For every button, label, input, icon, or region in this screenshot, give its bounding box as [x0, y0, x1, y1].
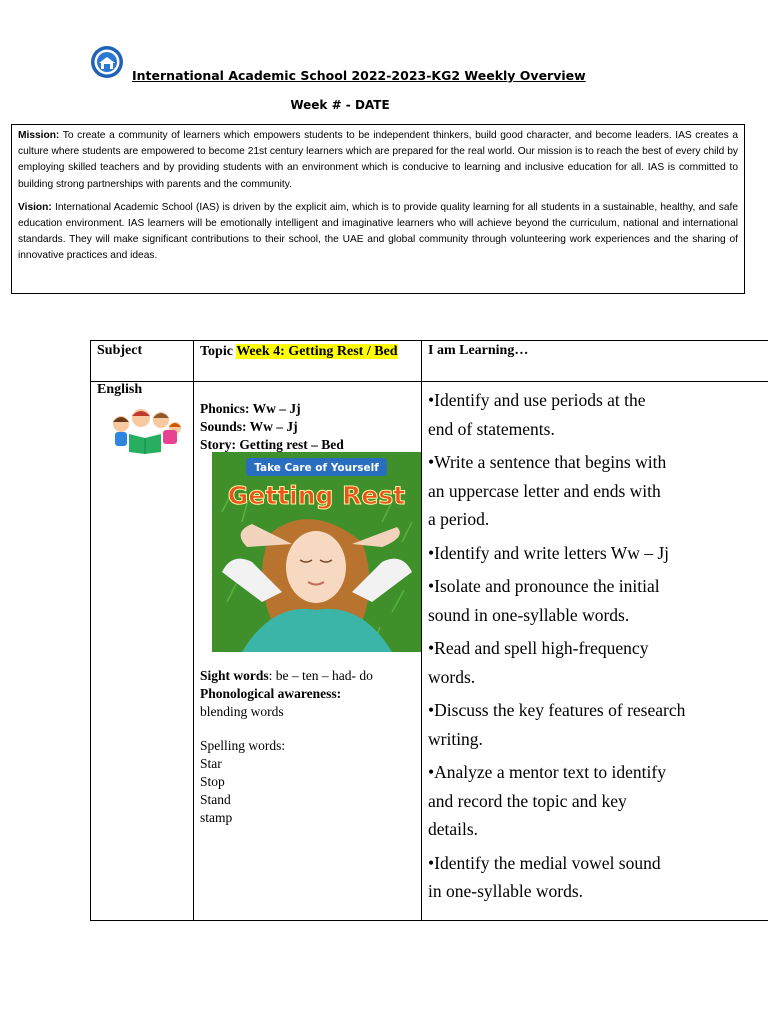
learning-header: I am Learning…	[422, 341, 768, 382]
spelling-words-label: Spelling words:	[200, 738, 286, 753]
story-line: Story: Getting rest – Bed	[200, 437, 344, 452]
english-topic-cell	[194, 382, 422, 921]
phonological-awareness-value: blending words	[200, 704, 284, 719]
topic-header: Topic Week 4: Getting Rest / Bed	[194, 341, 422, 382]
weekly-plan-table	[90, 340, 768, 921]
english-learning-cell	[422, 382, 768, 921]
objective-item: •Analyze a mentor text to identify and record the topic and key details.	[428, 762, 666, 839]
week-date-label: Week # - DATE	[290, 98, 390, 112]
school-logo-icon	[90, 45, 124, 79]
mission-vision-box	[11, 124, 745, 294]
spelling-word: stamp	[200, 810, 233, 825]
english-label: English	[97, 382, 143, 397]
topic-highlight: Week 4: Getting Rest / Bed	[236, 344, 398, 359]
english-subject-cell	[91, 382, 194, 921]
vision-paragraph: Vision: International Academic School (IAS) is driven by the explicit aim, which is to provide quality learning for all students in a sustainable, healthy, and safe education environment. IAS learners will be emotionally intelligent and imaginative learners who will achieve beyond the curriculum, national and international standards. They will make significant contributions to their school, the UAE and global community through volunteering work experiences and the sharing of innovative practices and ideas.	[18, 201, 738, 262]
objective-item: •Discuss the key features of research writing.	[428, 700, 686, 749]
spelling-word: Stop	[200, 774, 225, 789]
document-title: International Academic School 2022-2023-KG2 Weekly Overview	[132, 68, 586, 83]
table-header-row	[91, 341, 768, 382]
book-series-text: Take Care of Yourself	[254, 462, 379, 474]
objective-item: •Write a sentence that begins with an uppercase letter and ends with a period.	[428, 452, 667, 529]
learning-objectives-list	[428, 386, 768, 906]
objective-item: •Isolate and pronounce the initial sound in one-syllable words.	[428, 576, 660, 625]
sight-words-line: Sight words: be – ten – had- do	[200, 668, 373, 683]
book-cover-image	[212, 452, 421, 652]
book-title-text: Getting Rest	[227, 481, 406, 510]
sounds-line: Sounds: Ww – Jj	[200, 419, 298, 434]
spelling-word: Stand	[200, 792, 231, 807]
kids-reading-icon	[107, 404, 183, 454]
objective-item: •Identify and use periods at the end of statements.	[428, 390, 646, 439]
book-cover-svg	[212, 452, 421, 652]
objective-item: •Identify the medial vowel sound in one-syllable words.	[428, 852, 661, 901]
phonics-line: Phonics: Ww – Jj	[200, 401, 301, 416]
objective-item: •Identify and write letters Ww – Jj	[428, 542, 670, 563]
mission-paragraph: Mission: To create a community of learners which empowers students to be independent thinkers, build good character, and become leaders. IAS creates a culture where students are empowered to become 21st century learners which are prepared for the real world. Our mission is to reach the best of every child by employing skilled teachers and by providing students with an environment which is conducive to learning and inclusive education for all. IAS is committed to building strong partnerships with parents and the community.	[18, 130, 738, 190]
spelling-word: Star	[200, 756, 222, 771]
english-row	[91, 382, 768, 921]
phonological-awareness-label: Phonological awareness:	[200, 686, 342, 701]
objective-item: •Read and spell high-frequency words.	[428, 638, 649, 687]
subject-header: Subject	[91, 341, 194, 382]
